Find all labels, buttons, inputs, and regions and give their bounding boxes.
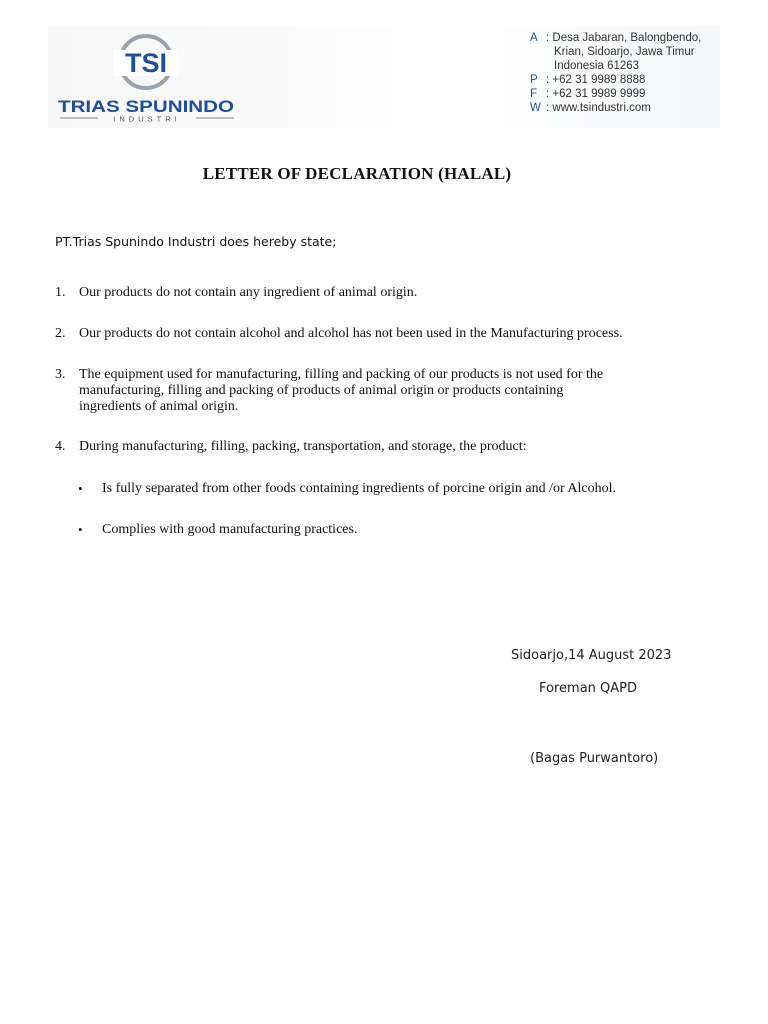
item-number: 1. [55,285,66,300]
web-key: W [530,102,541,114]
item-number: 2. [55,326,66,341]
item-text: During manufacturing, filling, packing, transportation, and storage, the product: [79,439,527,454]
logo-company-name: TRIAS SPUNINDO [58,98,235,116]
fax-number: : +62 31 9989 9999 [546,88,645,100]
logo-subtitle: INDUSTRI [113,114,181,124]
phone-key: P [530,74,538,86]
contact-block [530,31,720,115]
address-line-2: Krian, Sidoarjo, Jawa Timur [554,46,695,58]
bullet-text: Is fully separated from other foods containing ingredients of porcine origin and /or Alcohol. [102,481,616,496]
company-logo [56,32,240,124]
bullet-dot: • [78,522,83,537]
item-text: The equipment used for manufacturing, filling and packing of our products is not used for the manufacturing, filling and packing of products of animal origin or products containing ingredients of animal origin. [79,367,604,414]
logo-monogram: TSI [124,48,168,78]
item-text: Our products do not contain any ingredient of animal origin. [79,285,418,300]
fax-row [530,87,720,101]
web-row [530,101,720,115]
website-link[interactable]: : www.tsindustri.com [546,102,651,114]
bullet-text: Complies with good manufacturing practices. [102,522,358,537]
signature-name: (Bagas Purwantoro) [530,751,659,766]
signature-position: Foreman QAPD [539,681,638,696]
address-row [530,31,720,45]
address-key: A [530,32,538,44]
tsi-logo-icon [56,32,240,124]
item-number: 4. [55,439,66,454]
fax-key: F [530,88,538,100]
phone-row [530,73,720,87]
item-number: 3. [55,367,66,382]
address-line-1: : Desa Jabaran, Balongbendo, [546,32,701,44]
phone-number: : +62 31 9989 8888 [546,74,645,86]
signature-place-date: Sidoarjo,14 August 2023 [511,648,672,663]
item-text: Our products do not contain alcohol and alcohol has not been used in the Manufacturing process. [79,326,623,341]
intro-statement: PT.Trias Spunindo Industri does hereby state; [55,234,337,249]
address-line-3: Indonesia 61263 [554,60,640,72]
bullet-dot: • [78,481,83,496]
document-title: LETTER OF DECLARATION (HALAL) [202,164,512,183]
